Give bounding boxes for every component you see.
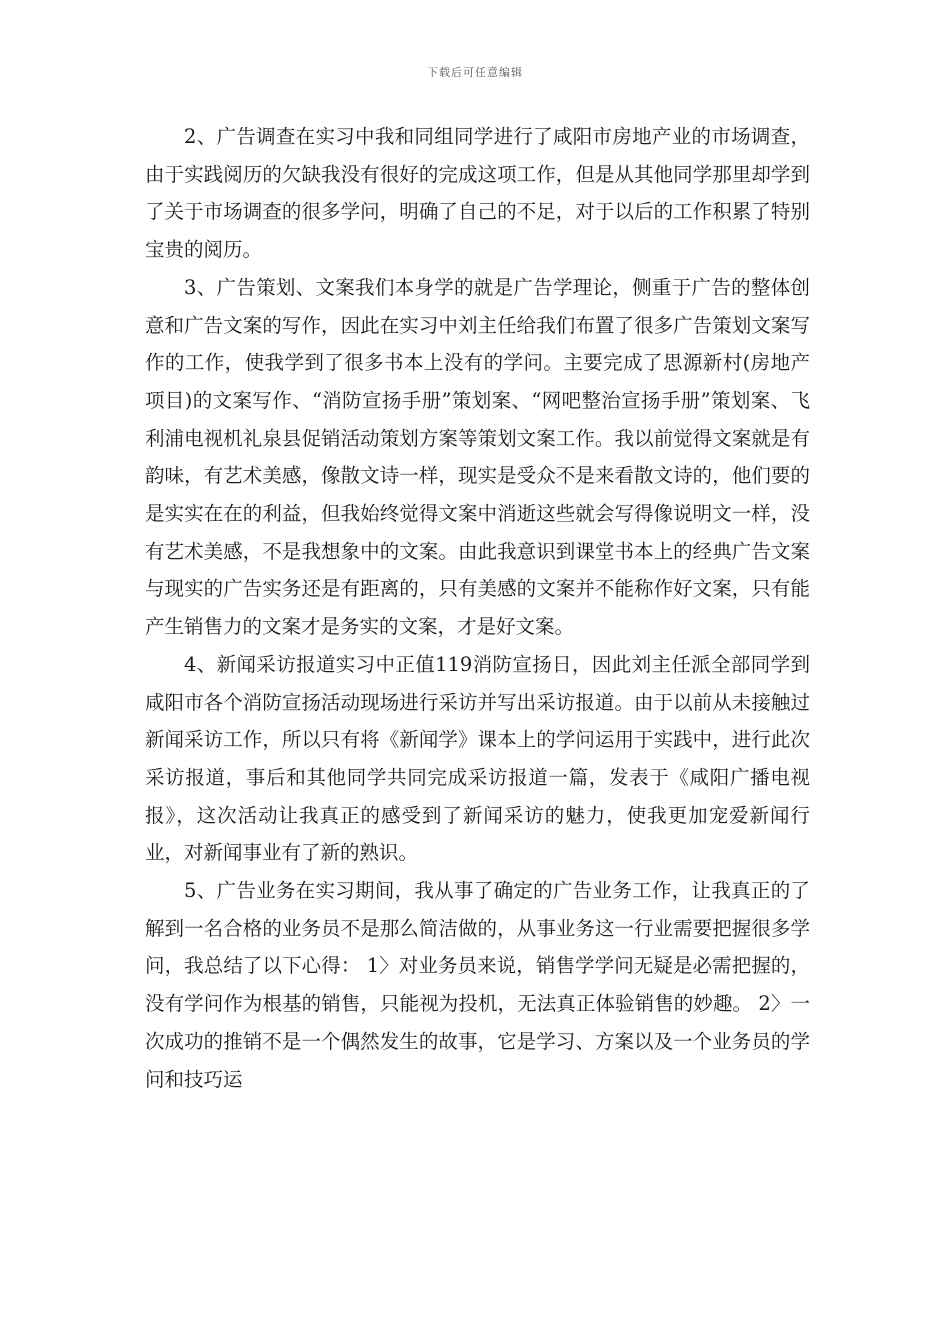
- paragraph-advertising-business: 5、广告业务在实习期间，我从事了确定的广告业务工作，让我真正的了解到一名合格的业务员不是那么简洁做的，从事业务这一行业需要把握很多学问，我总结了以下心得： 1〉对业务员来说，销售学学问无疑是必需把握的，没有学问作为根基的销售，只能视为投机，无法真正体验销售的妙趣。 2〉一次成功的推销不是一个偶然发生的故事，它是学习、方案以及一个业务员的学问和技巧运: [145, 879, 810, 1091]
- paragraph-advertising-survey: 2、广告调查在实习中我和同组同学进行了咸阳市房地产业的市场调查，由于实践阅历的欠缺我没有很好的完成这项工作，但是从其他同学那里却学到了关于市场调查的很多学问，明确了自己的不足，对于以后的工作积累了特别宝贵的阅历。: [145, 125, 810, 262]
- paragraph-advertising-planning: 3、广告策划、文案我们本身学的就是广告学理论，侧重于广告的整体创意和广告文案的写作，因此在实习中刘主任给我们布置了很多广告策划文案写作的工作，使我学到了很多书本上没有的学问。主要完成了思源新村(房地产项目)的文案写作、“消防宣扬手册”策划案、“网吧整治宣扬手册”策划案、飞利浦电视机礼泉县促销活动策划方案等策划文案工作。我以前觉得文案就是有韵味，有艺术美感，像散文诗一样，现实是受众不是来看散文诗的，他们要的是实实在在的利益，但我始终觉得文案中消逝这些就会写得像说明文一样，没有艺术美感，不是我想象中的文案。由此我意识到课堂书本上的经典广告文案与现实的广告实务还是有距离的，只有美感的文案并不能称作好文案，只有能产生销售力的文案才是务实的文案，才是好文案。: [145, 275, 810, 639]
- paragraph-news-reporting: 4、新闻采访报道实习中正值119消防宣扬日，因此刘主任派全部同学到咸阳市各个消防宣扬活动现场进行采访并写出采访报道。由于以前从未接触过新闻采访工作，所以只有将《新闻学》课本上的学问运用于实践中，进行此次采访报道，事后和其他同学共同完成采访报道一篇，发表于《咸阳广播电视报》，这次活动让我真正的感受到了新闻采访的魅力，使我更加宠爱新闻行业，对新闻事业有了新的熟识。: [145, 652, 810, 865]
- document-body: [145, 118, 810, 1098]
- page-header: 下载后可任意编辑: [427, 66, 523, 79]
